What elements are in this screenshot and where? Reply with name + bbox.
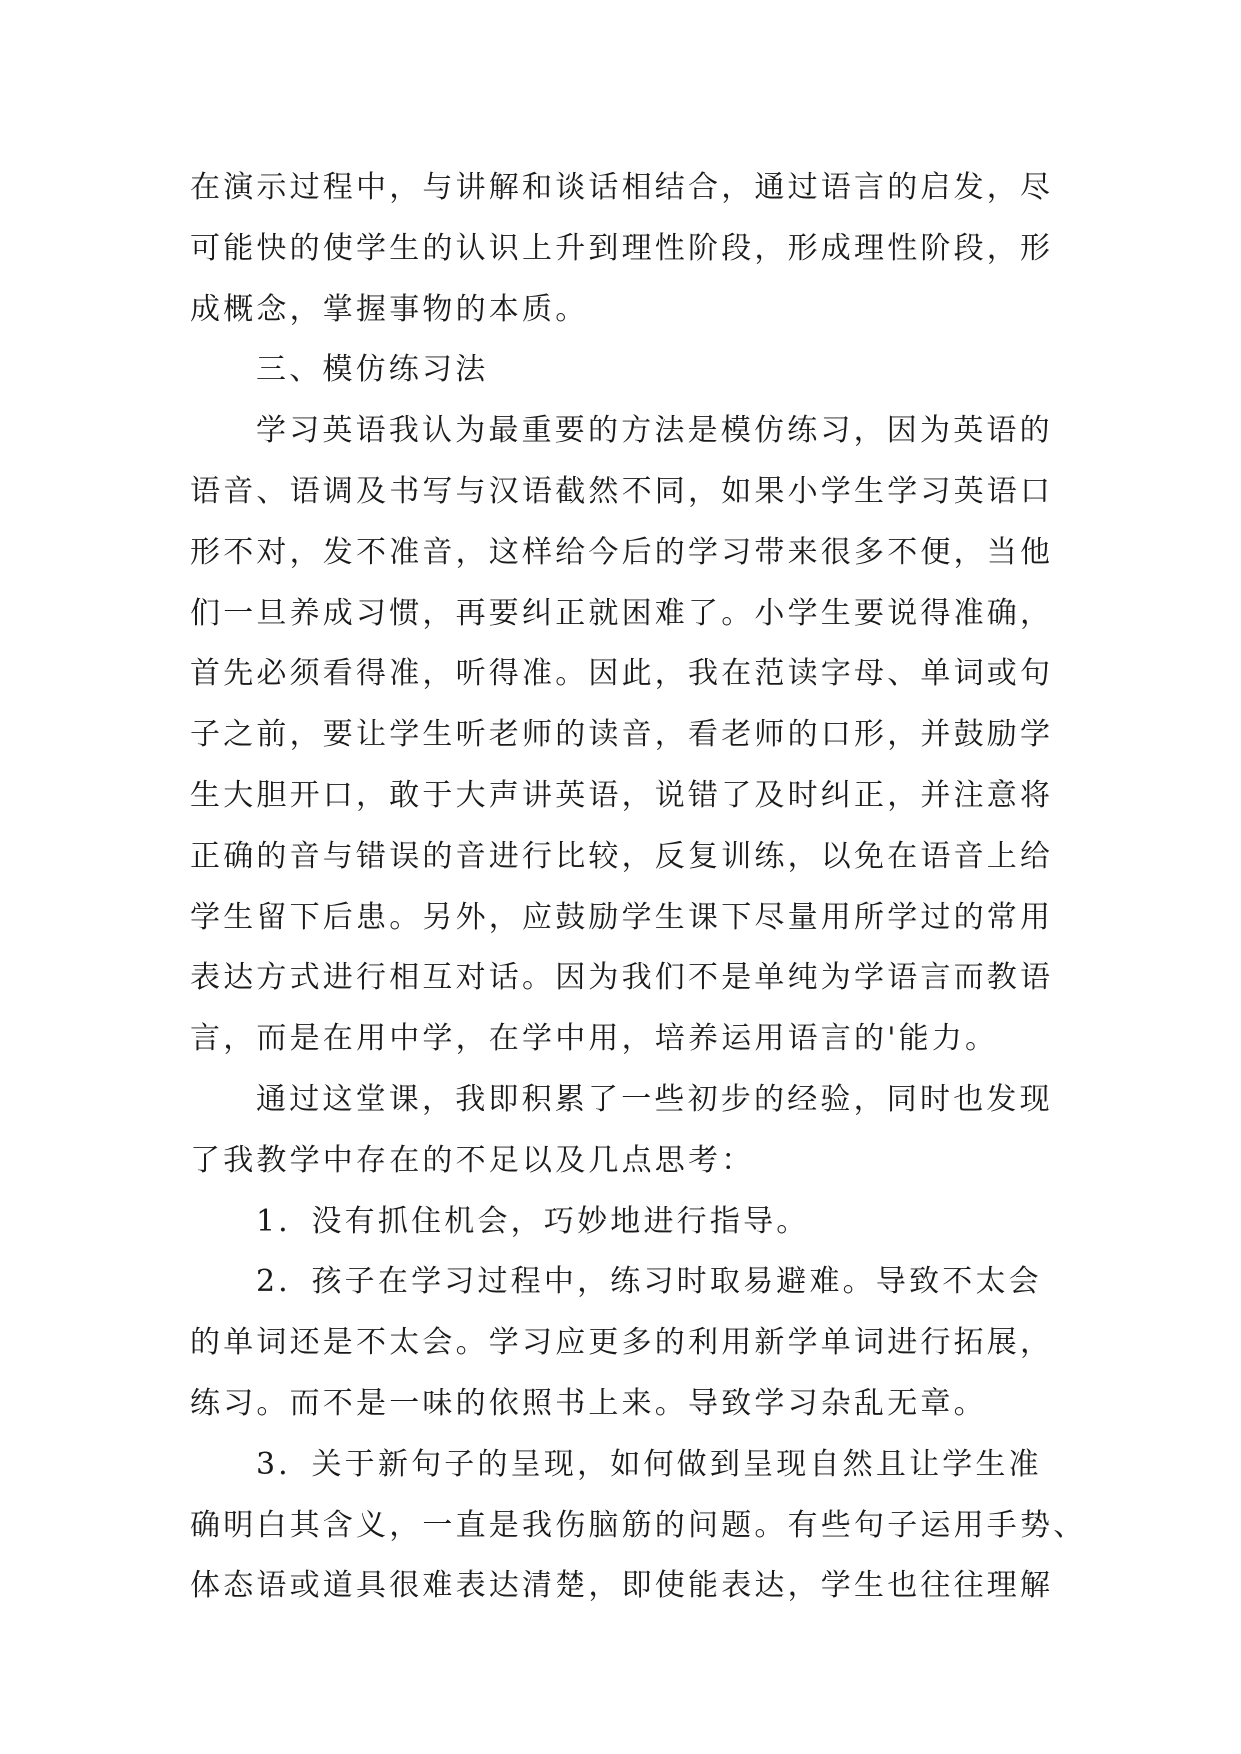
paragraph-line: 表达方式进行相互对话。因为我们不是单纯为学语言而教语 [190, 960, 1054, 996]
paragraph-line: 正确的音与错误的音进行比较，反复训练，以免在语音上给 [190, 838, 1054, 874]
paragraph-line: 子之前，要让学生听老师的读音，看老师的口形，并鼓励学 [190, 717, 1054, 753]
paragraph-line: 形不对，发不准音，这样给今后的学习带来很多不便，当他 [190, 534, 1054, 570]
paragraph-line: 确明白其含义，一直是我伤脑筋的问题。有些句子运用手势、 [190, 1507, 1087, 1543]
paragraph-line: 可能快的使学生的认识上升到理性阶段，形成理性阶段，形 [190, 230, 1054, 266]
list-item: 1．没有抓住机会，巧妙地进行指导。 [256, 1203, 810, 1239]
list-item: 2．孩子在学习过程中，练习时取易避难。导致不太会 [256, 1264, 1042, 1300]
section-heading: 三、模仿练习法 [256, 352, 489, 388]
paragraph-line: 的单词还是不太会。学习应更多的利用新学单词进行拓展， [190, 1325, 1054, 1361]
paragraph-line: 们一旦养成习惯，再要纠正就困难了。小学生要说得准确， [190, 595, 1054, 631]
paragraph-line: 成概念，掌握事物的本质。 [190, 291, 589, 327]
paragraph-line: 语音、语调及书写与汉语截然不同，如果小学生学习英语口 [190, 473, 1054, 509]
paragraph-line: 首先必须看得准，听得准。因此，我在范读字母、单词或句 [190, 656, 1054, 692]
paragraph-line: 学生留下后患。另外，应鼓励学生课下尽量用所学过的常用 [190, 899, 1054, 935]
list-item: 3．关于新句子的呈现，如何做到呈现自然且让学生准 [256, 1446, 1042, 1482]
paragraph-line: 练习。而不是一味的依照书上来。导致学习杂乱无章。 [190, 1385, 987, 1421]
paragraph-line: 通过这堂课，我即积累了一些初步的经验，同时也发现 [256, 1081, 1053, 1117]
paragraph-line: 生大胆开口，敢于大声讲英语，说错了及时纠正，并注意将 [190, 777, 1054, 813]
paragraph-line: 在演示过程中，与讲解和谈话相结合，通过语言的启发，尽 [190, 170, 1054, 205]
paragraph-line: 言，而是在用中学，在学中用，培养运用语言的'能力。 [190, 1021, 999, 1057]
paragraph-line: 了我教学中存在的不足以及几点思考： [190, 1142, 755, 1178]
document-body [190, 158, 1087, 1617]
paragraph-line: 学习英语我认为最重要的方法是模仿练习，因为英语的 [256, 413, 1053, 449]
paragraph-line: 体态语或道具很难表达清楚，即使能表达，学生也往往理解 [190, 1568, 1054, 1604]
